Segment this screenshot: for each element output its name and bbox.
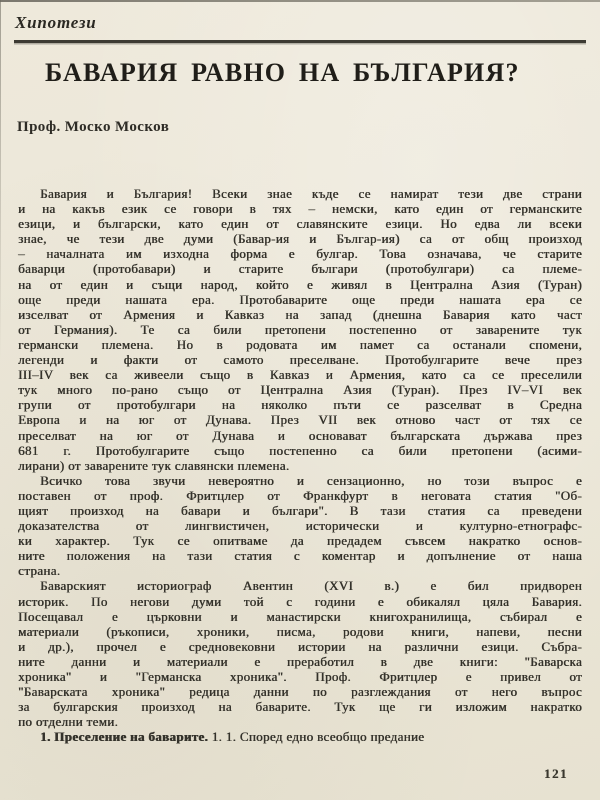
author-line: Проф. Моско Москов bbox=[17, 119, 170, 135]
text-line: доказателства от лингвистичен, исторически и културно-етнографс- bbox=[18, 518, 582, 534]
section-label: Хипотези bbox=[15, 13, 97, 32]
text-line: 681 г. Протобулгарите също постепенно са били претопени (асими- bbox=[18, 442, 582, 458]
text-line: за булгарския произход на баварите. Тук ще ги изложим накратко bbox=[18, 699, 582, 715]
text-line: "Баварската хроника" редица данни по разглеждания от него въпрос bbox=[18, 684, 582, 700]
text-line: щият произход на бавари и българи". В тази статия са преведени bbox=[18, 502, 582, 518]
text-line: още преди нашата ера. Протобаварите още преди нашата ера се bbox=[18, 291, 582, 307]
text-line: поставен от проф. Фритцлер от Франкфурт в неговата статия "Об- bbox=[18, 487, 582, 503]
page-title: БАВАРИЯ РАВНО НА БЪЛГАРИЯ? bbox=[45, 58, 520, 87]
text-line: материали (ръкописи, хроники, писма, родови книги, напеви, песни bbox=[18, 623, 582, 639]
text-line: III–IV век са живеели също в Кавказ и Армения, като са се преселили bbox=[18, 367, 582, 383]
paragraph-rest: 1. 1. Според едно всеобщо предание bbox=[208, 729, 425, 745]
text-line: ните положения на тази статия с коментар и допълнение от наша bbox=[18, 548, 582, 564]
text-line: Всичко това звучи невероятно и сензационно, но този въпрос е bbox=[40, 472, 582, 488]
text-line: – началната им изходна форма е булгар. Това означава, че старите bbox=[18, 246, 582, 262]
text-line: на от един и същи народ, който е живял в Централна Азия (Туран) bbox=[18, 276, 582, 292]
text-line: знае, че тези две думи (Бавар-ия и Българ-ия) са от общ произход bbox=[18, 231, 582, 247]
text-line: страна. bbox=[18, 563, 61, 579]
text-line: Посещавал е църковни и манастирски книгохранилища, събирал е bbox=[18, 608, 582, 624]
text-line: баварци (протобавари) и старите българи (протобулгари) са племе- bbox=[18, 261, 582, 277]
text-line: Европа и на юг от Дунава. През VII век отново част от тях се bbox=[18, 412, 582, 428]
text-line: Бавария и България! Всеки знае къде се намират тези две страни bbox=[40, 186, 582, 201]
text-line: и др.), прочел е средновековни истории на различни езици. Събра- bbox=[18, 638, 582, 654]
text-line: германски племена. Но в родовата им памет са останали спомени, bbox=[18, 336, 582, 352]
text-line: тук много по-рано също от Централна Азия (Туран). През IV–VI век bbox=[18, 382, 582, 398]
text-line: историк. По негови думи той с години е обикалял цяла Бавария. bbox=[18, 593, 582, 609]
text-line: преселват на юг от Дунава и основават българската държава през bbox=[18, 427, 582, 443]
text-line: групи от протобулгари на няколко пъти се разселват в Средна bbox=[18, 397, 582, 413]
page-number: 121 bbox=[544, 766, 568, 781]
text-line: езици, и български, като един от славянските езици. Но едва ли всеки bbox=[18, 216, 582, 232]
text-line: Баварският историограф Авентин (XVI в.) е бил придворен bbox=[40, 578, 582, 594]
header-rule bbox=[14, 40, 586, 43]
text-line: ните данни и материали е преработил в две книги: "Баварска bbox=[18, 653, 582, 669]
text-line: ки характер. Тук се опитваме да предадем съвсем накратко основ- bbox=[18, 533, 582, 549]
body-text bbox=[18, 186, 582, 744]
text-line: легенди и факти от самото преселване. Протобулгарите вече през bbox=[18, 352, 582, 368]
text-line: и на какъв език се говори в тях – немски, като един от германските bbox=[18, 201, 582, 217]
scan-edge-top bbox=[0, 0, 600, 2]
text-line bbox=[18, 729, 582, 744]
text-line: лирани) от заварените тук славянски племена. bbox=[18, 457, 290, 473]
scan-edge-left bbox=[0, 0, 1, 360]
text-line: от Германия). Те са били претопени постепенно от заварените тук bbox=[18, 321, 582, 337]
text-line: изселват от Армения и Кавказ на запад (днешна Бавария като част bbox=[18, 306, 582, 322]
text-line: хроника" и "Германска хроника". Проф. Фритцлер е привел от bbox=[18, 669, 582, 684]
text-line: по отделни теми. bbox=[18, 714, 119, 730]
paragraph-lead-bold: 1. Преселение на баварите. bbox=[40, 729, 209, 745]
